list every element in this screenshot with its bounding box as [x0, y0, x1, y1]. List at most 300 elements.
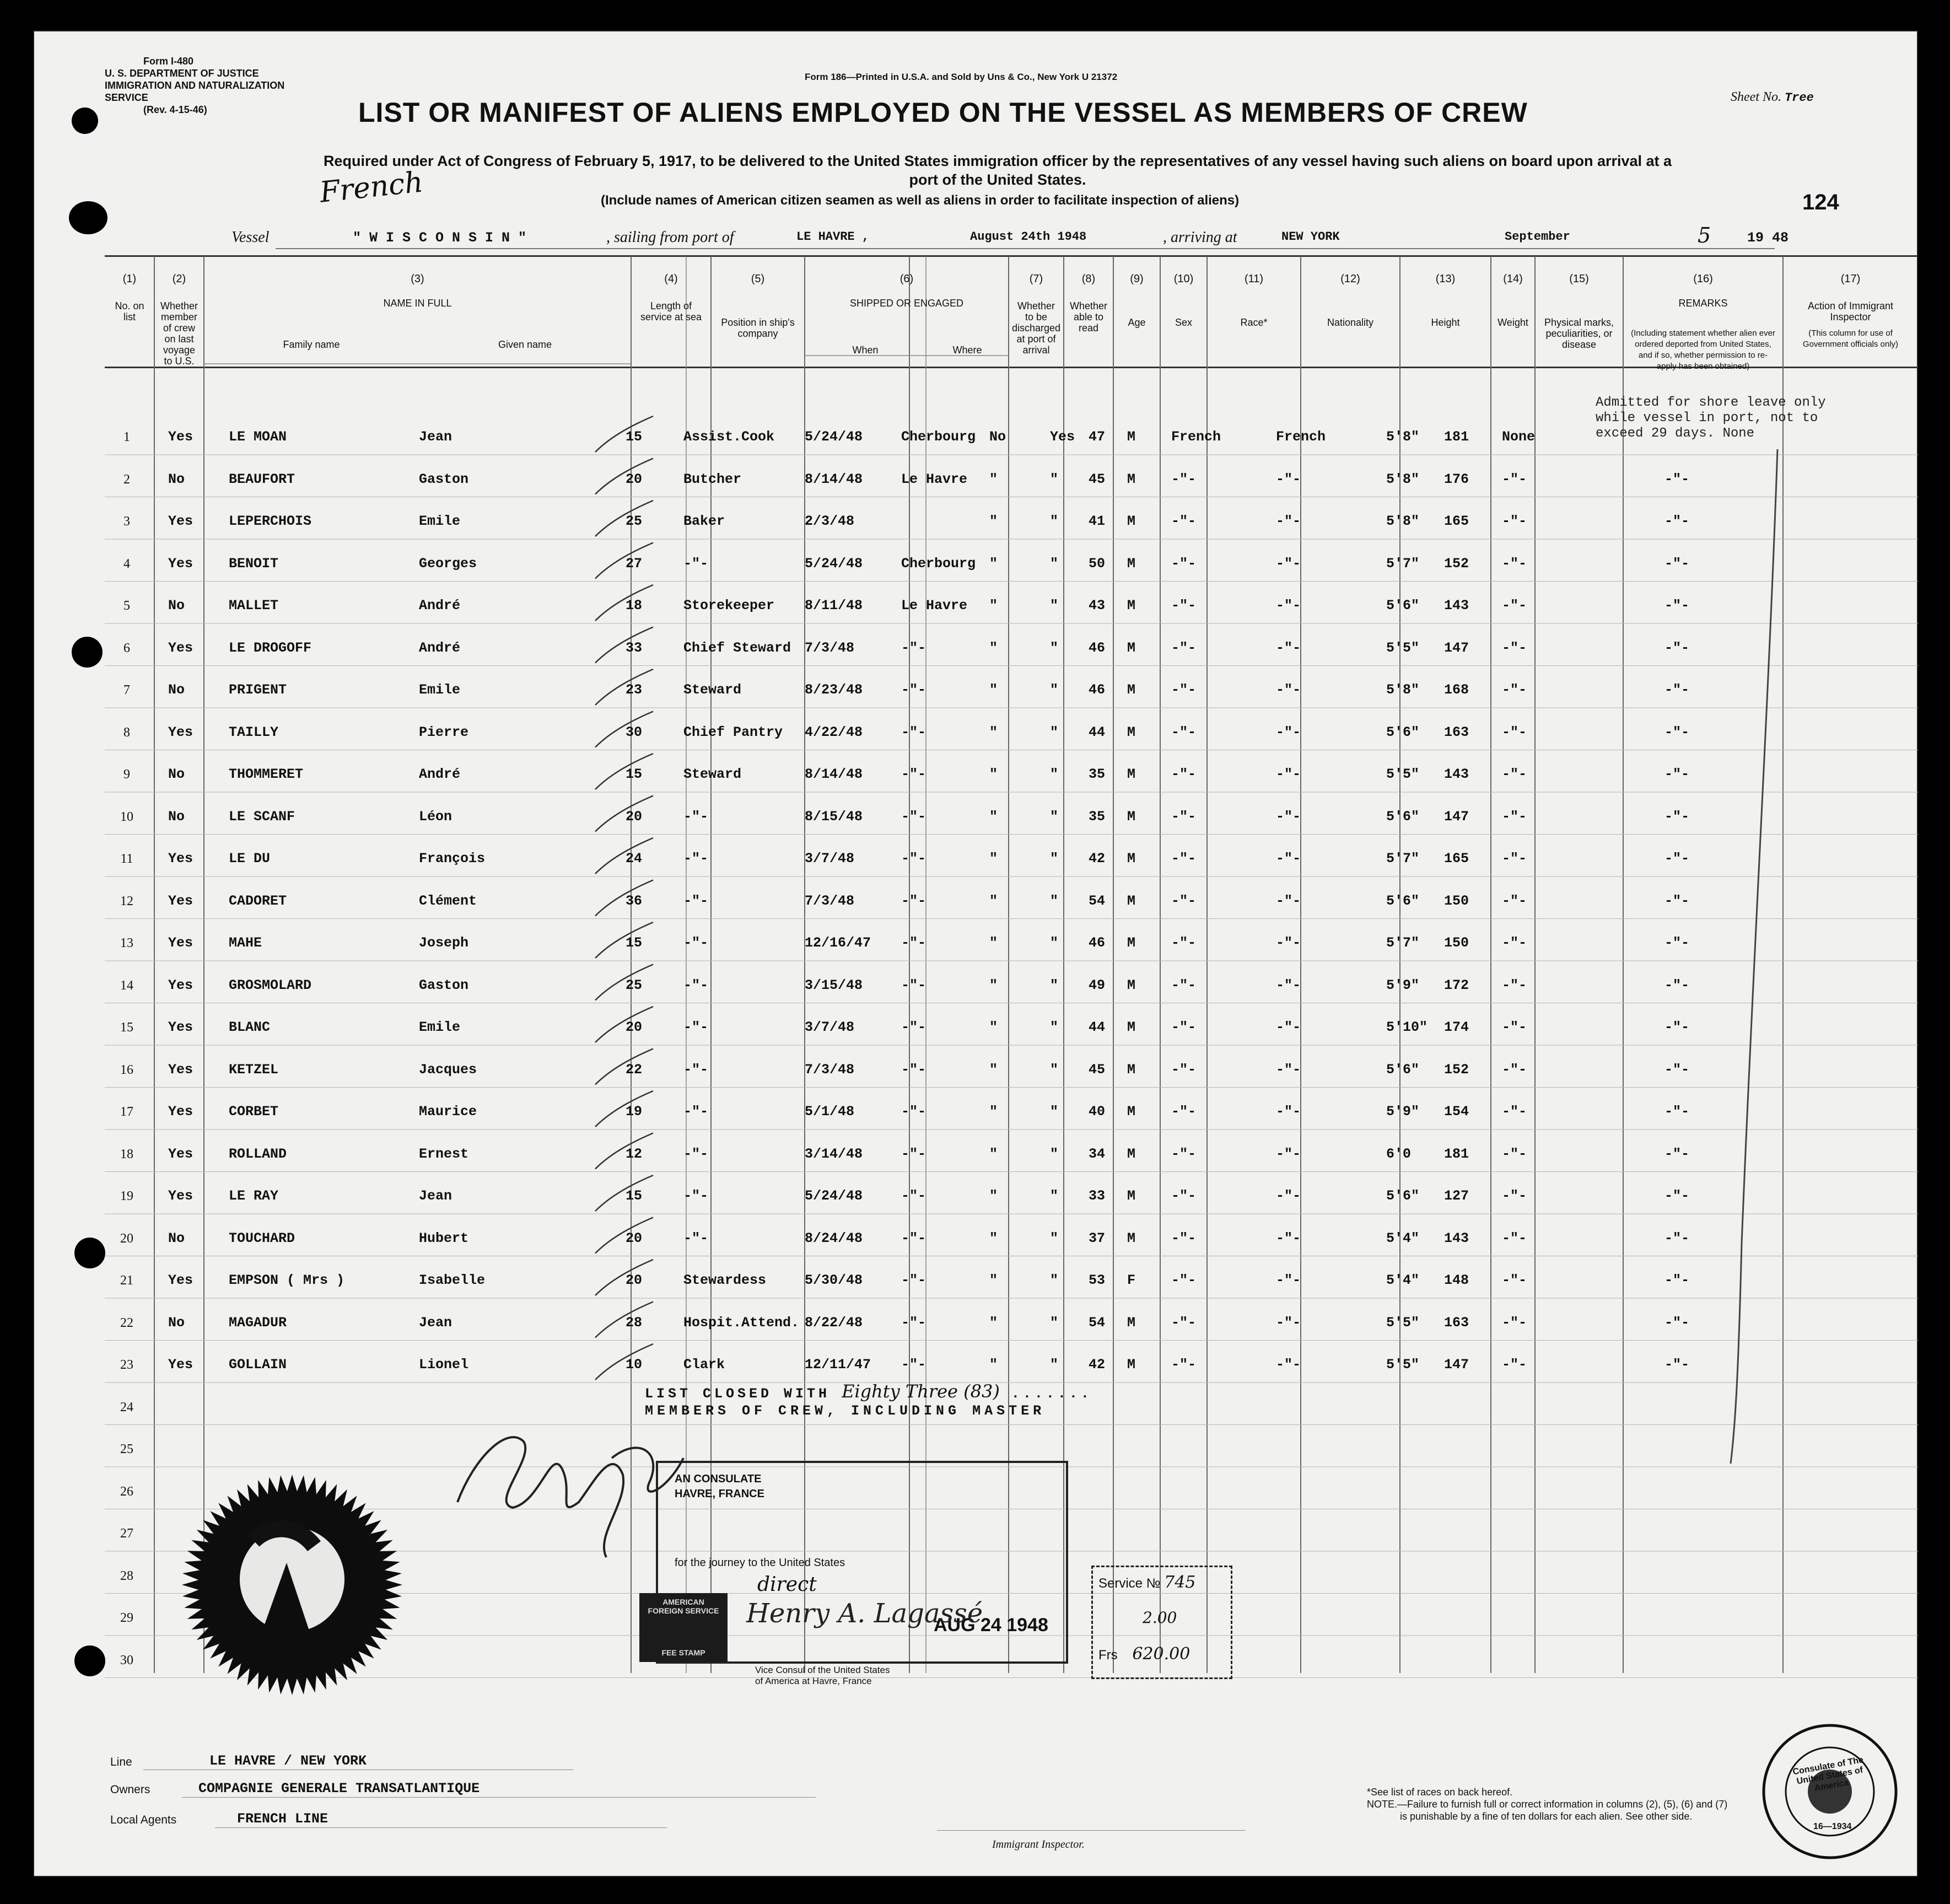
- revision: (Rev. 4-15-46): [143, 104, 207, 115]
- row-number: 20: [120, 1231, 133, 1246]
- row-number: 12: [120, 894, 133, 908]
- cell-read: ": [1050, 892, 1059, 909]
- row-number: 29: [120, 1611, 133, 1625]
- arrival-year: 19 48: [1747, 230, 1789, 246]
- cell-service: 18: [626, 598, 643, 614]
- cell-discharged: ": [989, 1104, 998, 1120]
- cell-sex: M: [1127, 724, 1136, 740]
- cell-given: Jean: [419, 1188, 453, 1204]
- cell-age: 37: [1089, 1230, 1106, 1246]
- cell-weight: 143: [1444, 598, 1469, 614]
- cell-marks: -"-: [1502, 1230, 1527, 1246]
- cell-read: ": [1050, 598, 1059, 614]
- cell-discharged: ": [989, 808, 998, 825]
- cell-race: -"-: [1171, 808, 1197, 825]
- service-label-text: Service №: [1098, 1576, 1161, 1591]
- cell-race: -"-: [1171, 1019, 1197, 1035]
- cell-given: Jean: [419, 1314, 453, 1331]
- cell-given: Pierre: [419, 724, 469, 740]
- cell-remark: -"-: [1664, 598, 1690, 614]
- cell-race: -"-: [1171, 1145, 1197, 1162]
- cell-marks: -"-: [1502, 1019, 1527, 1035]
- column-header-label: Sex: [1175, 317, 1193, 328]
- cell-position: -"-: [683, 1188, 709, 1204]
- cell-where: -"-: [901, 1019, 926, 1035]
- cell-prev: Yes: [168, 513, 193, 529]
- cell-remark: -"-: [1664, 724, 1690, 740]
- cell-read: ": [1050, 1357, 1059, 1373]
- cell-age: 35: [1089, 808, 1106, 825]
- cell-discharged: ": [989, 724, 998, 740]
- cell-prev: No: [168, 808, 185, 825]
- cell-marks: -"-: [1502, 682, 1527, 698]
- cell-sex: M: [1127, 851, 1136, 867]
- cell-given: Isabelle: [419, 1272, 486, 1288]
- cell-height: 5'6": [1386, 724, 1420, 740]
- cell-when: 5/1/48: [805, 1104, 855, 1120]
- remarks-row-1: [1596, 395, 1882, 442]
- cell-where: -"-: [901, 1314, 926, 1331]
- column-header-label: Age: [1128, 317, 1146, 328]
- cell-race: -"-: [1171, 1104, 1197, 1120]
- cell-nationality: -"-: [1276, 1230, 1301, 1246]
- form-number: Form I-480: [143, 56, 194, 67]
- document-title: LIST OR MANIFEST OF ALIENS EMPLOYED ON THE VESSEL AS MEMBERS OF CREW: [358, 97, 1528, 128]
- remarks-line-1: Admitted for shore leave only: [1596, 395, 1826, 410]
- column-header-label: Weight: [1497, 317, 1528, 328]
- cell-marks: -"-: [1502, 977, 1527, 993]
- row-number: 18: [120, 1147, 133, 1161]
- given-name-subheader: Given name: [498, 339, 552, 350]
- cell-age: 41: [1089, 513, 1106, 529]
- check-mark: [595, 1260, 653, 1295]
- column-number: (1): [122, 273, 137, 285]
- consulate-date: AUG 24 1948: [934, 1615, 1048, 1636]
- check-mark: [595, 965, 653, 1001]
- cell-sex: M: [1127, 429, 1136, 445]
- cell-sex: M: [1127, 682, 1136, 698]
- cell-height: 5'6": [1386, 808, 1420, 825]
- cell-discharged: ": [989, 682, 998, 698]
- cell-sex: M: [1127, 1357, 1136, 1373]
- cell-nationality: -"-: [1276, 639, 1301, 656]
- cell-position: Chief Pantry: [683, 724, 783, 740]
- cell-nationality: -"-: [1276, 977, 1301, 993]
- cell-sex: M: [1127, 892, 1136, 909]
- cell-height: 5'8": [1386, 471, 1420, 487]
- cell-family: GOLLAIN: [229, 1357, 287, 1373]
- cell-marks: -"-: [1502, 935, 1527, 951]
- cell-when: 5/24/48: [805, 555, 863, 572]
- footnote-line-2: NOTE.—Failure to furnish full or correct information in columns (2), (5), (6) and (7): [1367, 1799, 1728, 1810]
- cell-service: 25: [626, 977, 643, 993]
- cell-given: Lionel: [419, 1357, 469, 1373]
- cell-read: ": [1050, 1188, 1059, 1204]
- cell-family: CORBET: [229, 1104, 279, 1120]
- cell-remark: -"-: [1664, 682, 1690, 698]
- cell-position: Hospit.Attend.: [683, 1314, 800, 1331]
- include-note: (Include names of American citizen seamen as well as aliens in order to facilitate inspection of aliens): [601, 193, 1240, 208]
- consulate-line-2: HAVRE, FRANCE: [675, 1488, 764, 1500]
- row-number: 7: [123, 683, 130, 697]
- column-number: (12): [1340, 273, 1360, 285]
- arrival-month: September: [1505, 230, 1570, 244]
- cell-position: -"-: [683, 892, 709, 909]
- cell-given: André: [419, 598, 461, 614]
- row-number: 27: [120, 1526, 133, 1541]
- cell-marks: -"-: [1502, 724, 1527, 740]
- cell-age: 46: [1089, 682, 1106, 698]
- frs-label-text: Frs: [1098, 1648, 1118, 1663]
- cell-weight: 148: [1444, 1272, 1469, 1288]
- cell-weight: 181: [1444, 429, 1469, 445]
- cell-when: 8/15/48: [805, 808, 863, 825]
- cell-family: MAGADUR: [229, 1314, 287, 1331]
- cell-race: -"-: [1171, 724, 1197, 740]
- column-header-label: Position in ship's company: [721, 317, 795, 339]
- cell-race: -"-: [1171, 1272, 1197, 1288]
- cell-discharged: ": [989, 851, 998, 867]
- cell-marks: -"-: [1502, 851, 1527, 867]
- vice-consul-line-2: of America at Havre, France: [755, 1676, 872, 1686]
- cell-weight: 143: [1444, 766, 1469, 782]
- cell-sex: M: [1127, 471, 1136, 487]
- cell-prev: Yes: [168, 1104, 193, 1120]
- cell-service: 20: [626, 1272, 643, 1288]
- cell-when: 5/24/48: [805, 429, 863, 445]
- cell-family: MAHE: [229, 935, 262, 951]
- check-mark: [595, 501, 653, 536]
- column-number: (8): [1081, 273, 1096, 285]
- cell-given: Emile: [419, 682, 461, 698]
- cell-discharged: ": [989, 766, 998, 782]
- sheet-value: Tree: [1784, 91, 1814, 105]
- row-number: 21: [120, 1273, 133, 1288]
- cell-marks: -"-: [1502, 598, 1527, 614]
- cell-where: -"-: [901, 639, 926, 656]
- cell-weight: 152: [1444, 1061, 1469, 1078]
- cell-position: Butcher: [683, 471, 742, 487]
- column-header-label: Action of Immigrant Inspector: [1807, 300, 1894, 322]
- cell-sex: M: [1127, 935, 1136, 951]
- cell-age: 45: [1089, 471, 1106, 487]
- cell-position: -"-: [683, 555, 709, 572]
- cell-remark: -"-: [1664, 1019, 1690, 1035]
- cell-race: -"-: [1171, 977, 1197, 993]
- cell-height: 5'9": [1386, 1104, 1420, 1120]
- column-header-label: NAME IN FULL: [383, 298, 452, 309]
- inspector-rule: [937, 1830, 1246, 1831]
- cell-where: Le Havre: [901, 598, 968, 614]
- vice-consul-line-1: Vice Consul of the United States: [755, 1665, 890, 1675]
- service-label: [1098, 1573, 1195, 1592]
- arrival-port: NEW YORK: [1281, 230, 1340, 244]
- footnote-line-3: is punishable by a fine of ten dollars for each alien. See other side.: [1400, 1811, 1693, 1822]
- check-mark: [595, 880, 653, 916]
- cell-sex: M: [1127, 766, 1136, 782]
- cell-position: Steward: [683, 766, 742, 782]
- cell-when: 12/16/47: [805, 935, 871, 951]
- round-seal-text: Consulate of The United States of America: [1792, 1755, 1865, 1794]
- cell-marks: -"-: [1502, 1188, 1527, 1204]
- cell-discharged: ": [989, 1272, 998, 1288]
- cell-race: -"-: [1171, 935, 1197, 951]
- row-number: 26: [120, 1484, 133, 1499]
- cell-nationality: -"-: [1276, 1188, 1301, 1204]
- cell-height: 5'7": [1386, 851, 1420, 867]
- cell-prev: No: [168, 766, 185, 782]
- cell-position: Clark: [683, 1357, 725, 1373]
- stamp-line-3: FEE STAMP: [661, 1648, 705, 1657]
- cell-where: -"-: [901, 935, 926, 951]
- cell-marks: -"-: [1502, 639, 1527, 656]
- cell-given: André: [419, 766, 461, 782]
- cell-family: LEPERCHOIS: [229, 513, 312, 529]
- cell-remark: -"-: [1664, 892, 1690, 909]
- cell-service: 15: [626, 1188, 643, 1204]
- cell-marks: -"-: [1502, 1061, 1527, 1078]
- vessel-label: Vessel: [231, 229, 270, 246]
- cell-height: 5'7": [1386, 555, 1420, 572]
- cell-remark: -"-: [1664, 766, 1690, 782]
- column-header-label: Whether member of crew on last voyage to U.S.: [160, 300, 198, 367]
- cell-read: ": [1050, 851, 1059, 867]
- cell-marks: -"-: [1502, 1104, 1527, 1120]
- cell-height: 5'8": [1386, 429, 1420, 445]
- cell-service: 20: [626, 1019, 643, 1035]
- cell-given: Clément: [419, 892, 477, 909]
- vessel-name: " W I S C O N S I N ": [353, 230, 527, 246]
- cell-discharged: ": [989, 1230, 998, 1246]
- list-closed-dots: .......: [1011, 1386, 1092, 1402]
- footnote: [1367, 1786, 1819, 1822]
- cell-position: -"-: [683, 808, 709, 825]
- column-header-label: Physical marks, peculiarities, or disease: [1544, 317, 1614, 350]
- cell-sex: M: [1127, 1145, 1136, 1162]
- cell-nationality: -"-: [1276, 1104, 1301, 1120]
- cell-given: Ernest: [419, 1145, 469, 1162]
- cell-family: CADORET: [229, 892, 287, 909]
- cell-height: 5'7": [1386, 935, 1420, 951]
- cell-remark: -"-: [1664, 851, 1690, 867]
- cell-remark: -"-: [1664, 471, 1690, 487]
- cell-remark: -"-: [1664, 977, 1690, 993]
- cell-given: Léon: [419, 808, 453, 825]
- cell-read: ": [1050, 555, 1059, 572]
- where-subheader: Where: [952, 345, 982, 356]
- cell-remark: -"-: [1664, 555, 1690, 572]
- cell-weight: 172: [1444, 977, 1469, 993]
- cell-read: ": [1050, 639, 1059, 656]
- cell-family: KETZEL: [229, 1061, 279, 1078]
- list-closed-line-2: MEMBERS OF CREW, INCLUDING MASTER: [645, 1403, 1046, 1419]
- cell-height: 5'8": [1386, 682, 1420, 698]
- cell-discharged: ": [989, 1314, 998, 1331]
- cell-service: 20: [626, 471, 643, 487]
- cell-prev: No: [168, 1314, 185, 1331]
- cell-family: LE SCANF: [229, 808, 295, 825]
- cell-when: 3/15/48: [805, 977, 863, 993]
- cell-nationality: -"-: [1276, 1357, 1301, 1373]
- cell-nationality: -"-: [1276, 513, 1301, 529]
- row-number: 25: [120, 1442, 133, 1456]
- service-fee-box: [1091, 1566, 1232, 1679]
- cell-weight: 127: [1444, 1188, 1469, 1204]
- cell-when: 8/11/48: [805, 598, 863, 614]
- cell-where: -"-: [901, 1230, 926, 1246]
- cell-sex: M: [1127, 598, 1136, 614]
- cell-read: ": [1050, 513, 1059, 529]
- cell-weight: 165: [1444, 513, 1469, 529]
- cell-family: BLANC: [229, 1019, 271, 1035]
- handwritten-nationality: French: [318, 165, 425, 209]
- cell-marks: -"-: [1502, 1314, 1527, 1331]
- cell-given: Emile: [419, 513, 461, 529]
- footer-rule-2: [182, 1797, 816, 1798]
- cell-prev: No: [168, 471, 185, 487]
- cell-family: TAILLY: [229, 724, 279, 740]
- cell-weight: 150: [1444, 892, 1469, 909]
- cell-given: Jacques: [419, 1061, 477, 1078]
- cell-race: -"-: [1171, 639, 1197, 656]
- cell-weight: 163: [1444, 724, 1469, 740]
- cell-read: ": [1050, 682, 1059, 698]
- frs-value: 620.00: [1132, 1644, 1191, 1664]
- row-number: 30: [120, 1653, 133, 1668]
- cell-weight: 154: [1444, 1104, 1469, 1120]
- cell-service: 10: [626, 1357, 643, 1373]
- row-number: 23: [120, 1358, 133, 1372]
- cell-age: 54: [1089, 892, 1106, 909]
- cell-prev: Yes: [168, 1145, 193, 1162]
- pencil-stroke: [1731, 449, 1777, 1464]
- cell-race: -"-: [1171, 1357, 1197, 1373]
- column-number: (3): [411, 273, 424, 285]
- footer-line-value: LE HAVRE / NEW YORK: [209, 1753, 367, 1769]
- cell-weight: 163: [1444, 1314, 1469, 1331]
- sailing-label: , sailing from port of: [606, 229, 734, 246]
- cell-where: -"-: [901, 1145, 926, 1162]
- column-number: (17): [1840, 273, 1861, 285]
- cell-height: 5'8": [1386, 513, 1420, 529]
- cell-height: 6'0: [1386, 1145, 1412, 1162]
- cell-weight: 176: [1444, 471, 1469, 487]
- cell-read: ": [1050, 1272, 1059, 1288]
- cell-read: Yes: [1050, 429, 1075, 445]
- cell-prev: Yes: [168, 724, 193, 740]
- cell-marks: -"-: [1502, 1357, 1527, 1373]
- check-mark: [595, 416, 653, 452]
- remarks-subheader: (Including statement whether alien ever ordered deported from United States, and if so, whether permission to re-apply has been obtained): [1631, 329, 1775, 371]
- check-mark: [595, 669, 653, 705]
- cell-service: 36: [626, 892, 643, 909]
- cell-prev: Yes: [168, 1019, 193, 1035]
- cell-height: 5'6": [1386, 892, 1420, 909]
- page-stamp-number: 124: [1802, 190, 1839, 214]
- cell-discharged: ": [989, 639, 998, 656]
- cell-when: 8/22/48: [805, 1314, 863, 1331]
- vice-consul-caption: [755, 1665, 890, 1687]
- consulate-signature: Henry A. Lagassé: [746, 1598, 983, 1629]
- cell-age: 35: [1089, 766, 1106, 782]
- row-number: 8: [123, 725, 130, 740]
- cell-discharged: ": [989, 1019, 998, 1035]
- cell-nationality: -"-: [1276, 1019, 1301, 1035]
- row-number: 10: [120, 809, 133, 824]
- row-number: 1: [123, 430, 130, 444]
- cell-height: 5'6": [1386, 1188, 1420, 1204]
- cell-when: 4/22/48: [805, 724, 863, 740]
- cell-nationality: French: [1276, 429, 1326, 445]
- cell-race: -"-: [1171, 513, 1197, 529]
- row-number: 13: [120, 936, 133, 950]
- cell-read: ": [1050, 1061, 1059, 1078]
- cell-family: BENOIT: [229, 555, 279, 572]
- embossed-seal: [171, 1464, 413, 1706]
- check-mark: [595, 1302, 653, 1338]
- cell-service: 23: [626, 682, 643, 698]
- cell-prev: Yes: [168, 935, 193, 951]
- row-number: 16: [120, 1062, 133, 1077]
- port-from: LE HAVRE ,: [796, 230, 870, 244]
- column-number: (9): [1130, 273, 1144, 285]
- cell-weight: 143: [1444, 1230, 1469, 1246]
- cell-sex: M: [1127, 1019, 1136, 1035]
- foreign-service-stamp: [639, 1593, 728, 1662]
- cell-prev: Yes: [168, 429, 193, 445]
- cell-where: -"-: [901, 1104, 926, 1120]
- row-number: 24: [120, 1400, 133, 1414]
- stamp-line-2: FOREIGN SERVICE: [648, 1606, 719, 1615]
- cell-remark: -"-: [1664, 639, 1690, 656]
- check-mark: [595, 1175, 653, 1211]
- cell-family: EMPSON ( Mrs ): [229, 1272, 345, 1288]
- cell-marks: -"-: [1502, 513, 1527, 529]
- cell-given: Emile: [419, 1019, 461, 1035]
- cell-position: -"-: [683, 1145, 709, 1162]
- cell-read: ": [1050, 1230, 1059, 1246]
- cell-height: 5'9": [1386, 977, 1420, 993]
- when-subheader: When: [852, 345, 879, 356]
- row-number: 14: [120, 978, 133, 993]
- cell-read: ": [1050, 1314, 1059, 1331]
- cell-height: 5'5": [1386, 1357, 1420, 1373]
- cell-family: LE DROGOFF: [229, 639, 312, 656]
- cell-service: 25: [626, 513, 643, 529]
- cell-where: -"-: [901, 977, 926, 993]
- cell-weight: 165: [1444, 851, 1469, 867]
- cell-age: 33: [1089, 1188, 1106, 1204]
- cell-when: 7/3/48: [805, 639, 855, 656]
- cell-discharged: ": [989, 935, 998, 951]
- cell-service: 27: [626, 555, 643, 572]
- cell-race: -"-: [1171, 471, 1197, 487]
- cell-family: PRIGENT: [229, 682, 287, 698]
- row-number: 5: [123, 599, 130, 613]
- column-number: (16): [1693, 273, 1713, 285]
- check-mark: [595, 922, 653, 958]
- cell-height: 5'5": [1386, 766, 1420, 782]
- cell-family: TOUCHARD: [229, 1230, 295, 1246]
- cell-where: -"-: [901, 1272, 926, 1288]
- footnote-line-1: *See list of races on back hereof.: [1367, 1787, 1513, 1798]
- check-mark: [595, 543, 653, 579]
- cell-sex: M: [1127, 1188, 1136, 1204]
- cell-where: -"-: [901, 766, 926, 782]
- cell-discharged: ": [989, 598, 998, 614]
- cell-nationality: -"-: [1276, 766, 1301, 782]
- cell-nationality: -"-: [1276, 808, 1301, 825]
